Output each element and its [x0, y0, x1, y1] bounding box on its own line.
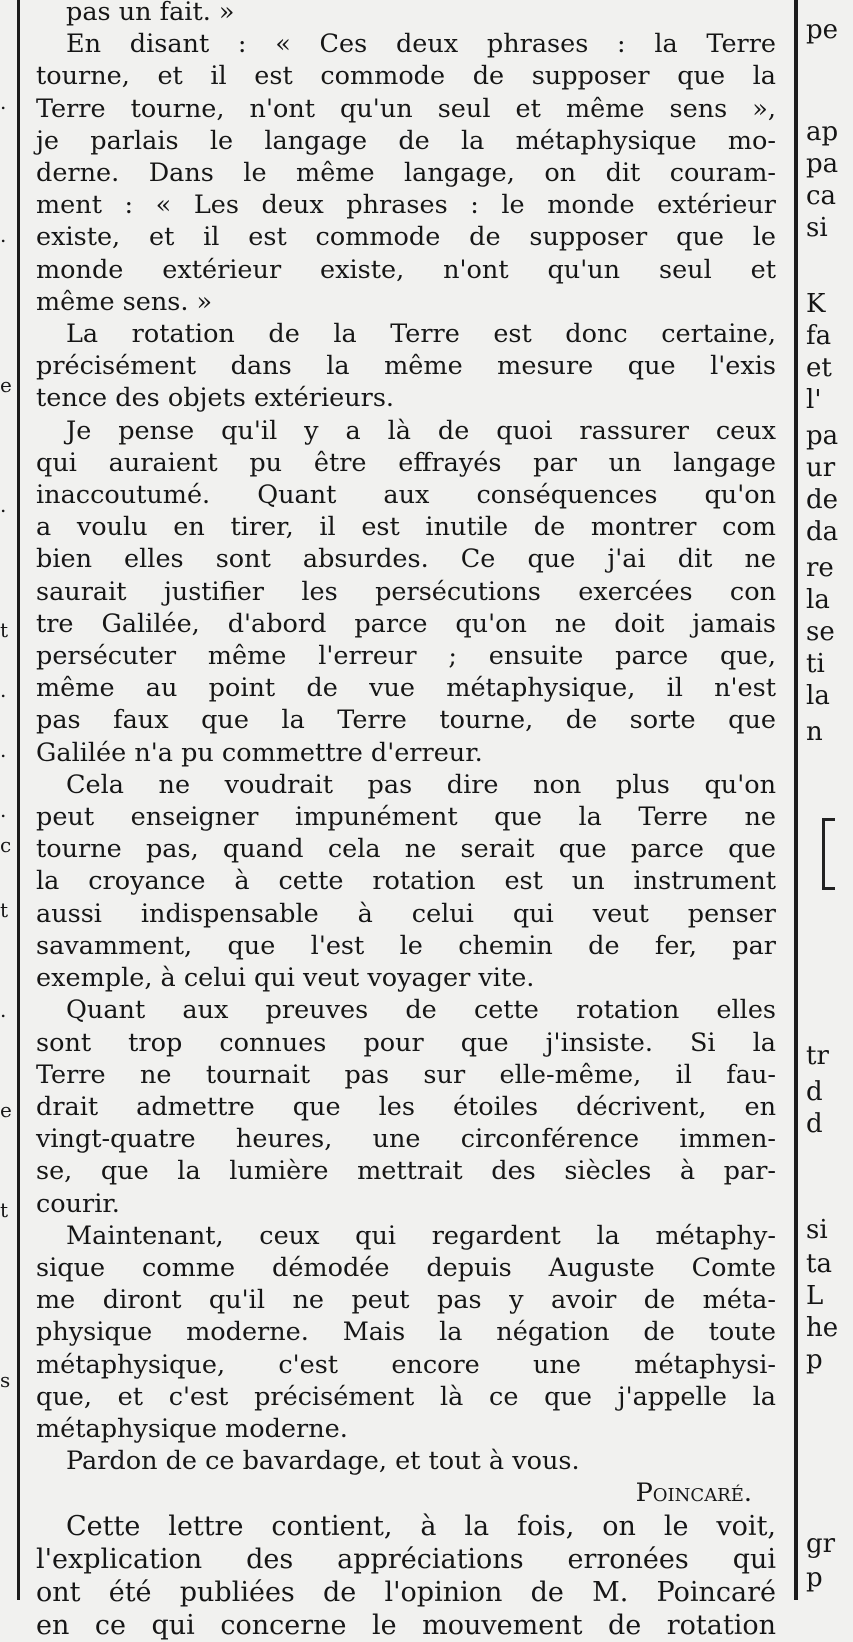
article-line: précisément dans la même mesure que l'exis — [36, 351, 776, 382]
left-edge-fragment: t — [0, 1198, 9, 1222]
article-line: même sens. » — [36, 286, 213, 317]
bracket-mark — [822, 818, 835, 890]
article-line: la croyance à cette rotation est un instrument — [36, 866, 776, 897]
article-line: sique comme démodée depuis Auguste Comte — [36, 1252, 776, 1283]
article-line: je parlais le langage de la métaphysique mo- — [36, 125, 776, 156]
article-line: ment : « Les deux phrases : le monde extérieur — [36, 190, 776, 221]
article-line: qui auraient pu être effrayés par un langage — [36, 447, 776, 478]
adjacent-fragment: l' — [806, 385, 822, 415]
adjacent-fragment: ti — [806, 649, 825, 679]
article-line: bien elles sont absurdes. Ce que j'ai dit ne — [36, 544, 776, 575]
left-edge-fragment: . — [0, 998, 7, 1022]
article-line: inaccoutumé. Quant aux conséquences qu'on — [36, 480, 776, 511]
adjacent-fragment: p — [806, 1345, 823, 1375]
article-line: pas faux que la Terre tourne, de sorte que — [36, 705, 776, 736]
article-line: métaphysique, c'est encore une métaphysi- — [36, 1349, 776, 1380]
adjacent-fragment: pa — [806, 421, 839, 451]
article-line: métaphysique moderne. — [36, 1413, 348, 1444]
adjacent-fragment: p — [806, 1563, 823, 1593]
article-line: en ce qui concerne le mouvement de rotation — [36, 1609, 776, 1641]
article-line: Cela ne voudrait pas dire non plus qu'on — [66, 769, 776, 800]
adjacent-fragment: pa — [806, 149, 839, 179]
adjacent-fragment: la — [806, 681, 830, 711]
article-line: me diront qu'il ne peut pas y avoir de méta- — [36, 1285, 776, 1316]
article-line: savamment, que l'est le chemin de fer, par — [36, 930, 776, 961]
adjacent-fragment: he — [806, 1313, 839, 1343]
article-line: peut enseigner impunément que la Terre ne — [36, 802, 776, 833]
adjacent-fragment: re — [806, 553, 834, 583]
article-line: existe, et il est commode de supposer que le — [36, 222, 776, 253]
article-line: tre Galilée, d'abord parce qu'on ne doit jamais — [36, 608, 776, 639]
adjacent-fragment: d — [806, 1077, 823, 1107]
adjacent-fragment: si — [806, 213, 828, 243]
left-edge-fragment: e — [0, 373, 12, 397]
article-line: tourne pas, quand cela ne serait que parce que — [36, 834, 776, 865]
adjacent-fragment: fa — [806, 321, 832, 351]
article-line: Cette lettre contient, à la fois, on le voit, — [66, 1510, 776, 1542]
article-line: se, que la lumière mettrait des siècles à par- — [36, 1156, 776, 1187]
article-line: que, et c'est précisément là ce que j'appelle la — [36, 1381, 776, 1412]
left-edge-fragment: . — [0, 798, 7, 822]
left-edge-fragment: . — [0, 90, 7, 114]
left-edge-fragment: t — [0, 618, 9, 642]
article-line: monde extérieur existe, n'ont qu'un seul et — [36, 254, 776, 285]
adjacent-fragment: pe — [806, 15, 839, 45]
left-edge-fragment: e — [0, 1098, 12, 1122]
left-edge-fragment: . — [0, 678, 7, 702]
article-line: Pardon de ce bavardage, et tout à vous. — [66, 1446, 580, 1477]
adjacent-fragment: gr — [806, 1529, 836, 1559]
article-line: pas un fait. » — [66, 0, 235, 27]
adjacent-fragment: ta — [806, 1249, 832, 1279]
left-edge-fragment: c — [0, 833, 12, 857]
article-line: Terre tourne, n'ont qu'un seul et même sens », — [36, 93, 776, 124]
adjacent-column-fragments — [806, 0, 853, 1600]
adjacent-fragment: n — [806, 717, 823, 747]
adjacent-fragment: K — [806, 289, 826, 319]
adjacent-fragment: da — [806, 517, 839, 547]
article-column — [36, 0, 788, 1642]
left-edge-fragments — [0, 0, 12, 1600]
left-edge-fragment: t — [0, 898, 9, 922]
article-line: saurait justifier les persécutions exercées con — [36, 576, 776, 607]
article-line: tourne, et il est commode de supposer que la — [36, 61, 776, 92]
adjacent-fragment: ur — [806, 453, 836, 483]
adjacent-fragment: tr — [806, 1041, 829, 1071]
article-line: même au point de vue métaphysique, il n'est — [36, 673, 776, 704]
article-line: courir. — [36, 1188, 120, 1219]
article-line: Quant aux preuves de cette rotation elles — [66, 995, 776, 1026]
left-edge-fragment: . — [0, 223, 7, 247]
right-column-rule — [794, 0, 798, 1600]
article-line: persécuter même l'erreur ; ensuite parce que, — [36, 641, 776, 672]
left-edge-fragment: . — [0, 493, 7, 517]
article-line: drait admettre que les étoiles décrivent, en — [36, 1091, 776, 1122]
adjacent-fragment: d — [806, 1109, 823, 1139]
article-line: l'explication des appréciations erronées qui — [36, 1543, 776, 1575]
article-line: Je pense qu'il y a là de quoi rassurer ceux — [66, 415, 776, 446]
article-line: Galilée n'a pu commettre d'erreur. — [36, 737, 483, 768]
left-edge-fragment: s — [0, 1368, 11, 1392]
article-line: En disant : « Ces deux phrases : la Terre — [66, 29, 776, 60]
adjacent-fragment: de — [806, 485, 839, 515]
adjacent-fragment: ca — [806, 181, 837, 211]
article-line: a voulu en tirer, il est inutile de montrer com — [36, 512, 776, 543]
adjacent-fragment: et — [806, 353, 832, 383]
article-line: ont été publiées de l'opinion de M. Poincaré — [36, 1576, 776, 1608]
article-line: La rotation de la Terre est donc certaine, — [66, 319, 776, 350]
adjacent-fragment: ap — [806, 117, 839, 147]
article-line: exemple, à celui qui veut voyager vite. — [36, 963, 535, 994]
signature: Poincaré. — [635, 1478, 752, 1509]
adjacent-fragment: se — [806, 617, 835, 647]
article-line: aussi indispensable à celui qui veut penser — [36, 898, 776, 929]
adjacent-fragment: si — [806, 1215, 828, 1245]
article-line: Terre ne tournait pas sur elle-même, il fau- — [36, 1059, 776, 1090]
article-line: Maintenant, ceux qui regardent la métaphy- — [66, 1220, 776, 1251]
left-column-rule — [17, 0, 20, 1600]
adjacent-fragment: L — [806, 1281, 824, 1311]
left-edge-fragment: . — [0, 738, 7, 762]
adjacent-fragment: la — [806, 585, 830, 615]
article-line: tence des objets extérieurs. — [36, 383, 395, 414]
article-line: derne. Dans le même langage, on dit couram- — [36, 158, 776, 189]
article-line: sont trop connues pour que j'insiste. Si la — [36, 1027, 776, 1058]
article-line: physique moderne. Mais la négation de toute — [36, 1317, 776, 1348]
article-line: vingt-quatre heures, une circonférence immen- — [36, 1124, 776, 1155]
